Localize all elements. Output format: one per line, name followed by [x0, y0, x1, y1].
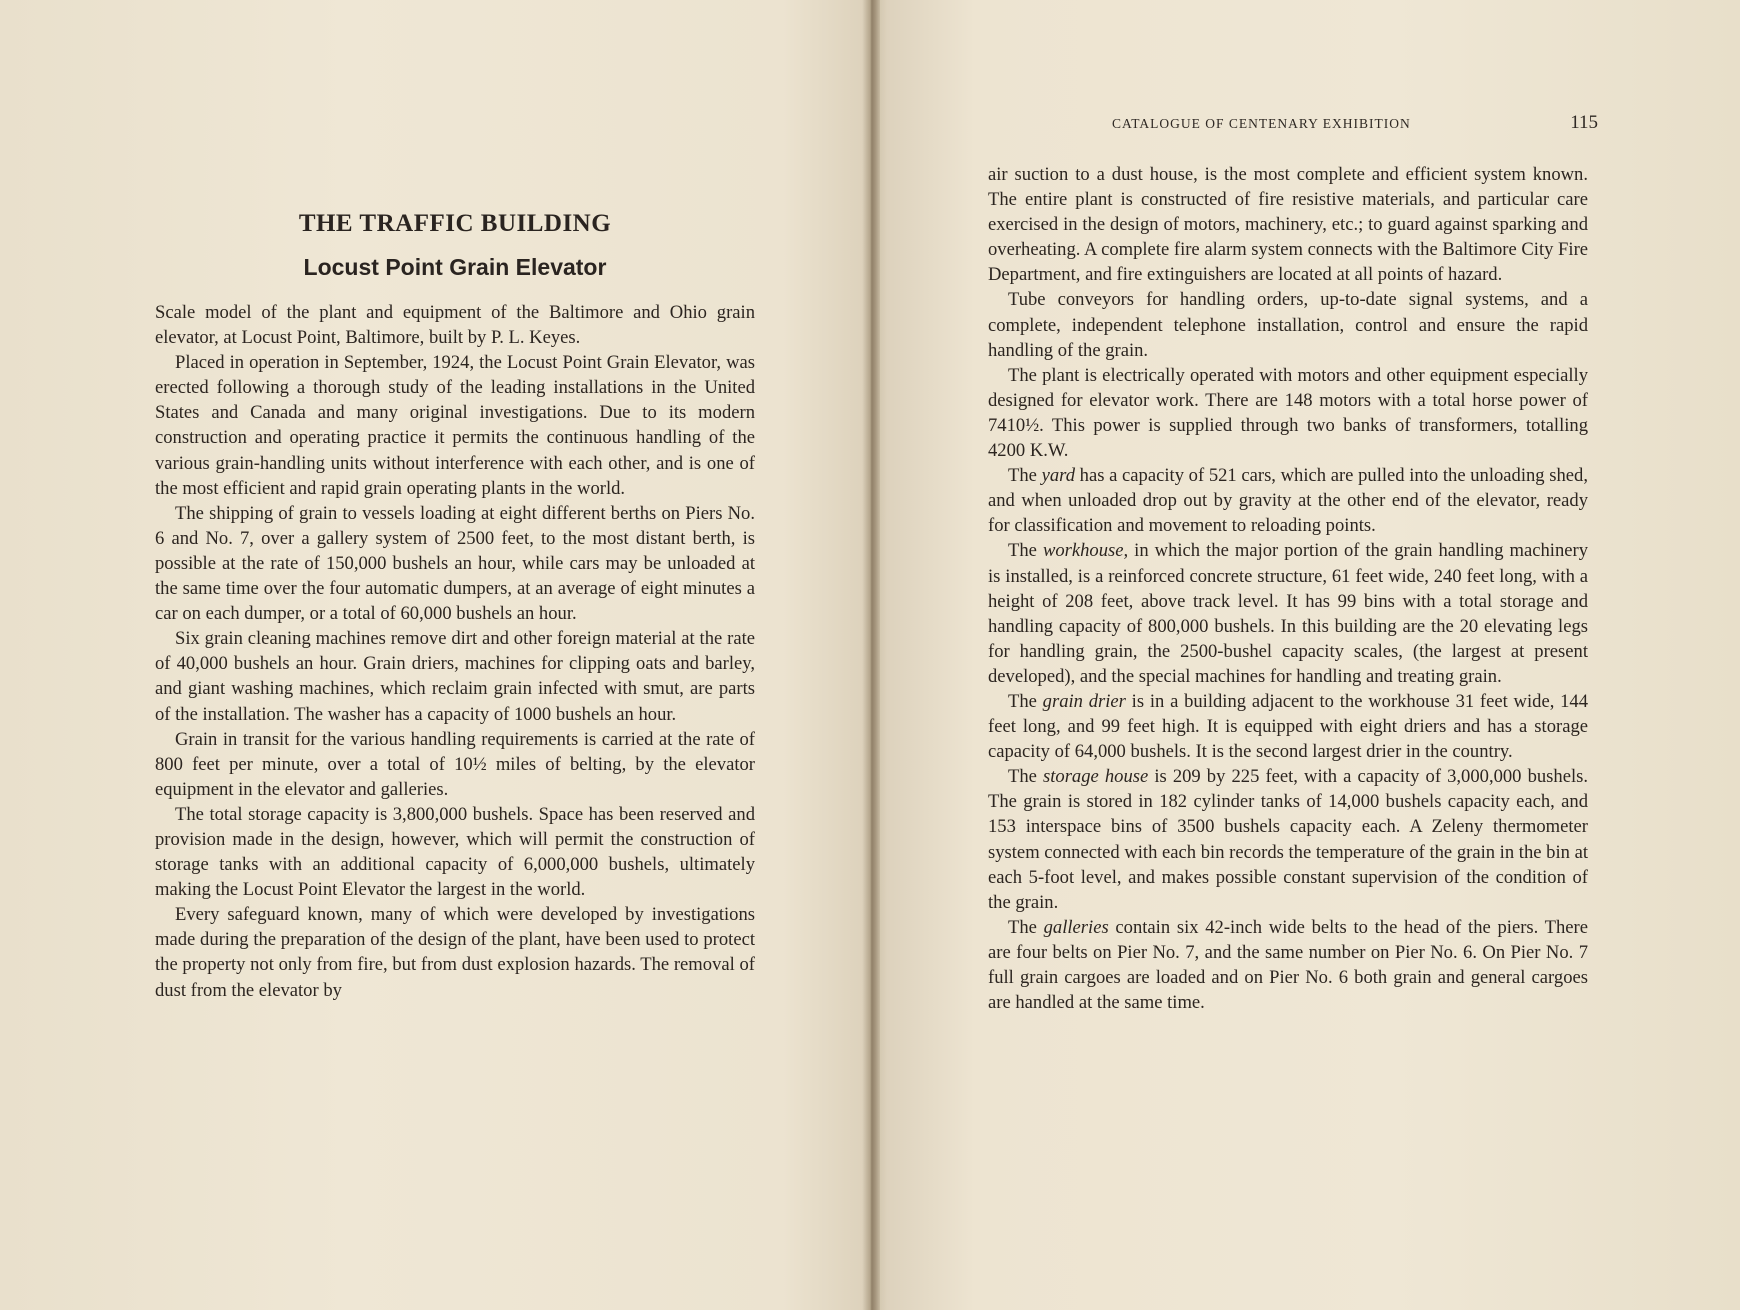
- paragraph: Six grain cleaning machines remove dirt and other foreign material at the rate of 40,000 bushels an hour. Grain driers, machines for clipping oats and barley, and giant washing machines, which reclaim grain infected with smut, are parts of the installation. The washer has a capacity of 1000 bushels an hour.: [155, 628, 755, 725]
- paragraph: Tube conveyors for handling orders, up-to-date signal systems, and a complete, independent telephone installation, control and ensure the rapid handling of the grain.: [988, 289, 1588, 361]
- italic-term: grain drier: [1042, 690, 1126, 712]
- italic-term: galleries: [1043, 916, 1109, 938]
- italic-term: workhouse,: [1042, 540, 1129, 562]
- page-number: 115: [1570, 112, 1598, 133]
- left-page: [0, 0, 868, 1310]
- right-body-text: [988, 162, 1588, 1015]
- paragraph: The grain drier is in a building adjacent to the workhouse 31 feet wide, 144 feet long, and 99 feet high. It is equipped with eight driers and has a storage capacity of 64,000 bushels. It is the second largest drier in the country.: [988, 690, 1588, 763]
- paragraph: The storage house is 209 by 225 feet, with a capacity of 3,000,000 bushels. The grain is stored in 182 cylinder tanks of 14,000 bushels capacity each, and 153 interspace bins of 3500 bushels capacity each. A Zeleny thermometer system connected with each bin records the temperature of the grain in the bin at each 5-foot level, and makes possible constant supervision of the condition of the grain.: [988, 766, 1588, 913]
- page-title: THE TRAFFIC BUILDING: [298, 210, 612, 237]
- italic-term: yard: [1041, 465, 1075, 487]
- paragraph: Placed in operation in September, 1924, the Locust Point Grain Elevator, was erected following a thorough study of the leading installations in the United States and Canada and many original investigations. Due to its modern construction and operating practice it permits the continuous handling of the various grain-handling units without interference with each other, and is one of the most efficient and rapid grain operating plants in the world.: [155, 352, 755, 499]
- left-body-text: [155, 300, 755, 1003]
- paragraph: Grain in transit for the various handling requirements is carried at the rate of 800 feet per minute, over a total of 10½ miles of belting, by the elevator equipment in the elevator and galleries.: [155, 728, 755, 800]
- paragraph: The plant is electrically operated with motors and other equipment especially designed for elevator work. There are 148 motors with a total horse power of 7410½. This power is supplied through two banks of transformers, totalling 4200 K.W.: [988, 364, 1588, 462]
- italic-term: storage house: [1043, 766, 1149, 788]
- running-head: CATALOGUE OF CENTENARY EXHIBITION: [1112, 116, 1411, 131]
- paragraph: air suction to a dust house, is the most complete and efficient system known. The entire plant is constructed of fire resistive materials, and particular care exercised in the design of motors, machinery, etc.; to guard against sparking and overheating. A complete fire alarm system connects with the Baltimore City Fire Department, and fire extinguishers are located at all points of hazard.: [988, 164, 1589, 286]
- paragraph: The shipping of grain to vessels loading at eight different berths on Piers No. 6 and No. 7, over a gallery system of 2500 feet, to the most distant berth, is possible at the rate of 150,000 bushels an hour, while cars may be unloaded at the same time over the four automatic dumpers, at an average of eight minutes a car on each dumper, or a total of 60,000 bushels an hour.: [155, 502, 755, 625]
- paragraph: The total storage capacity is 3,800,000 bushels. Space has been reserved and provision made in the design, however, which will permit the construction of storage tanks with an additional capacity of 6,000,000 bushels, ultimately making the Locust Point Elevator the largest in the world.: [155, 803, 755, 901]
- paragraph: Every safeguard known, many of which were developed by investigations made during the preparation of the design of the plant, have been used to protect the property not only from fire, but from dust explosion hazards. The removal of dust from the elevator by: [155, 904, 755, 1001]
- paragraph: The yard has a capacity of 521 cars, which are pulled into the unloading shed, and when unloaded drop out by gravity at the other end of the elevator, ready for classification and movement to reloading points.: [988, 465, 1589, 537]
- paragraph: The galleries contain six 42-inch wide belts to the head of the piers. There are four belts on Pier No. 7, and the same number on Pier No. 6. On Pier No. 7 full grain cargoes are loaded and on Pier No. 6 both grain and general cargoes are handled at the same time.: [988, 916, 1588, 1014]
- paragraph: The workhouse, in which the major portion of the grain handling machinery is installed, is a reinforced concrete structure, 61 feet wide, 240 feet long, with a height of 208 feet, above track level. It has 99 bins with a total storage and handling capacity of 800,000 bushels. In this building are the 20 elevating legs for handling grain, the 2500-bushel capacity scales, (the largest at present developed), and the special machines for handling and treating grain.: [988, 540, 1588, 687]
- paragraph: Scale model of the plant and equipment of the Baltimore and Ohio grain elevator, at Locust Point, Baltimore, built by P. L. Keyes.: [155, 302, 755, 349]
- page-subtitle: Locust Point Grain Elevator: [303, 254, 607, 280]
